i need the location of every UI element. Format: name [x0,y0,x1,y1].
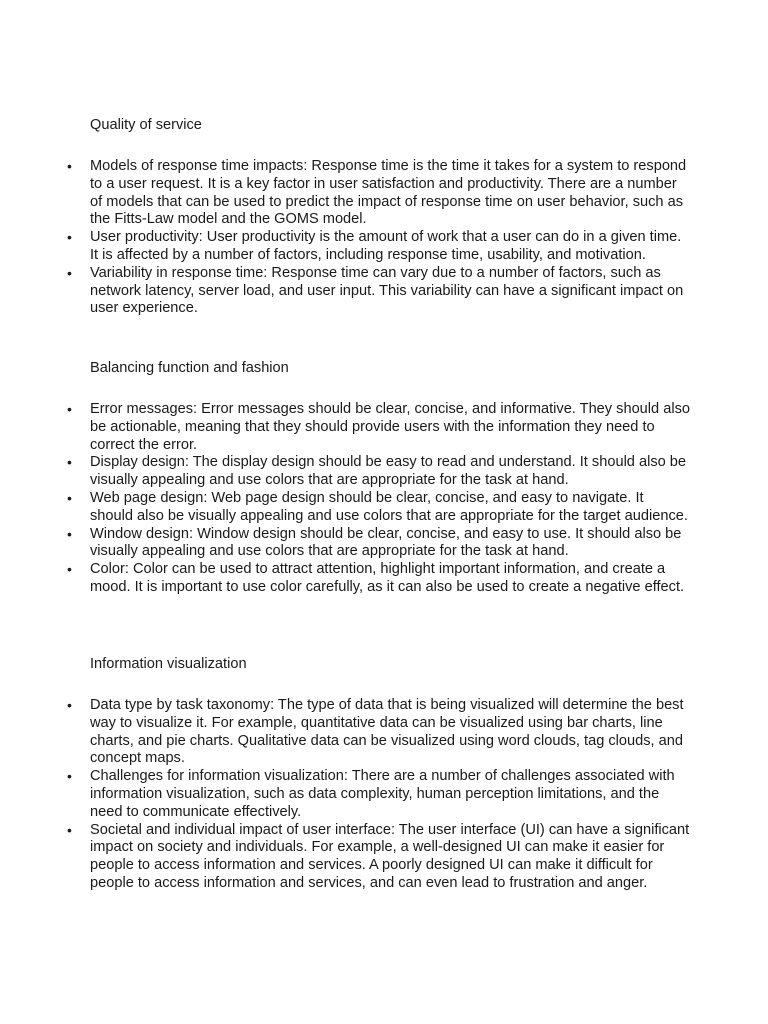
bullet-list [67,158,690,318]
list-item [67,525,690,562]
list-item [67,264,690,318]
bullet-icon: • [67,821,72,838]
list-item-text: Variability in response time: Response time can vary due to a number of factors, such as network latency, server load, and user input. This variability can have a significant impact on user experience. [90,264,684,317]
section-quality-of-service [67,116,690,317]
section-heading: Balancing function and fashion [90,360,289,376]
list-item-text: User productivity: User productivity is the amount of work that a user can do in a given time. It is affected by a number of factors, including response time, usability, and motivation. [90,229,682,263]
list-item-text: Data type by task taxonomy: The type of data that is being visualized will determine the best way to visualize it. For example, quantitative data can be visualized using bar charts, line charts, and pie charts. Qualitative data can be visualized using word clouds, tag clouds, and concept maps. [90,697,684,767]
bullet-icon: • [67,525,72,542]
list-item [67,768,690,821]
bullet-icon: • [67,229,72,246]
list-item [67,821,690,893]
list-item [67,401,690,454]
list-item-text: Color: Color can be used to attract attention, highlight important information, and create a mood. It is important to use color carefully, as it can also be used to create a negative effect. [90,561,685,595]
list-item-text: Window design: Window design should be clear, concise, and easy to use. It should also be visually appealing and use colors that are appropriate for the task at hand. [90,525,682,560]
bullet-icon: • [67,158,72,174]
list-item [67,489,690,526]
section-information-visualization [67,655,690,891]
list-item-text: Models of response time impacts: Response time is the time it takes for a system to respond to a user request. It is a key factor in user satisfaction and productivity. There are a number of models that can be used to predict the impact of response time on user behavior, such as the Fitts-Law model and the GOMS model. [90,158,687,228]
bullet-icon: • [67,768,72,785]
bullet-icon: • [67,697,72,713]
list-item [67,229,690,265]
section-heading: Quality of service [90,117,202,133]
list-item [67,561,690,597]
list-item-text: Societal and individual impact of user interface: The user interface (UI) can have a significant impact on society and individuals. For example, a well-designed UI can make it easier for people to access information and services. A poorly designed UI can make it difficult for people to access information and services, and can even lead to frustration and anger. [90,821,690,891]
bullet-list [67,401,690,597]
list-item [67,158,690,229]
list-item-text: Challenges for information visualization: There are a number of challenges associated with information visualization, such as data complexity, human perception limitations, and the need to communicate effectively. [90,768,675,820]
bullet-icon: • [67,401,72,417]
list-item-text: Error messages: Error messages should be clear, concise, and informative. They should also be actionable, meaning that they should provide users with the information they need to correct the error. [90,401,690,453]
list-item-text: Display design: The display design should be easy to read and understand. It should also be visually appealing and use colors that are appropriate for the task at hand. [90,454,687,489]
list-item-text: Web page design: Web page design should be clear, concise, and easy to navigate. It should also be visually appealing and use colors that are appropriate for the target audience. [90,489,688,524]
list-item [67,454,690,490]
section-heading: Information visualization [90,656,247,672]
bullet-icon: • [67,454,72,471]
list-item [67,697,690,768]
bullet-icon: • [67,264,72,281]
bullet-list [67,697,690,893]
section-balancing-function-and-fashion [67,359,690,595]
bullet-icon: • [67,489,72,506]
bullet-icon: • [67,561,72,578]
